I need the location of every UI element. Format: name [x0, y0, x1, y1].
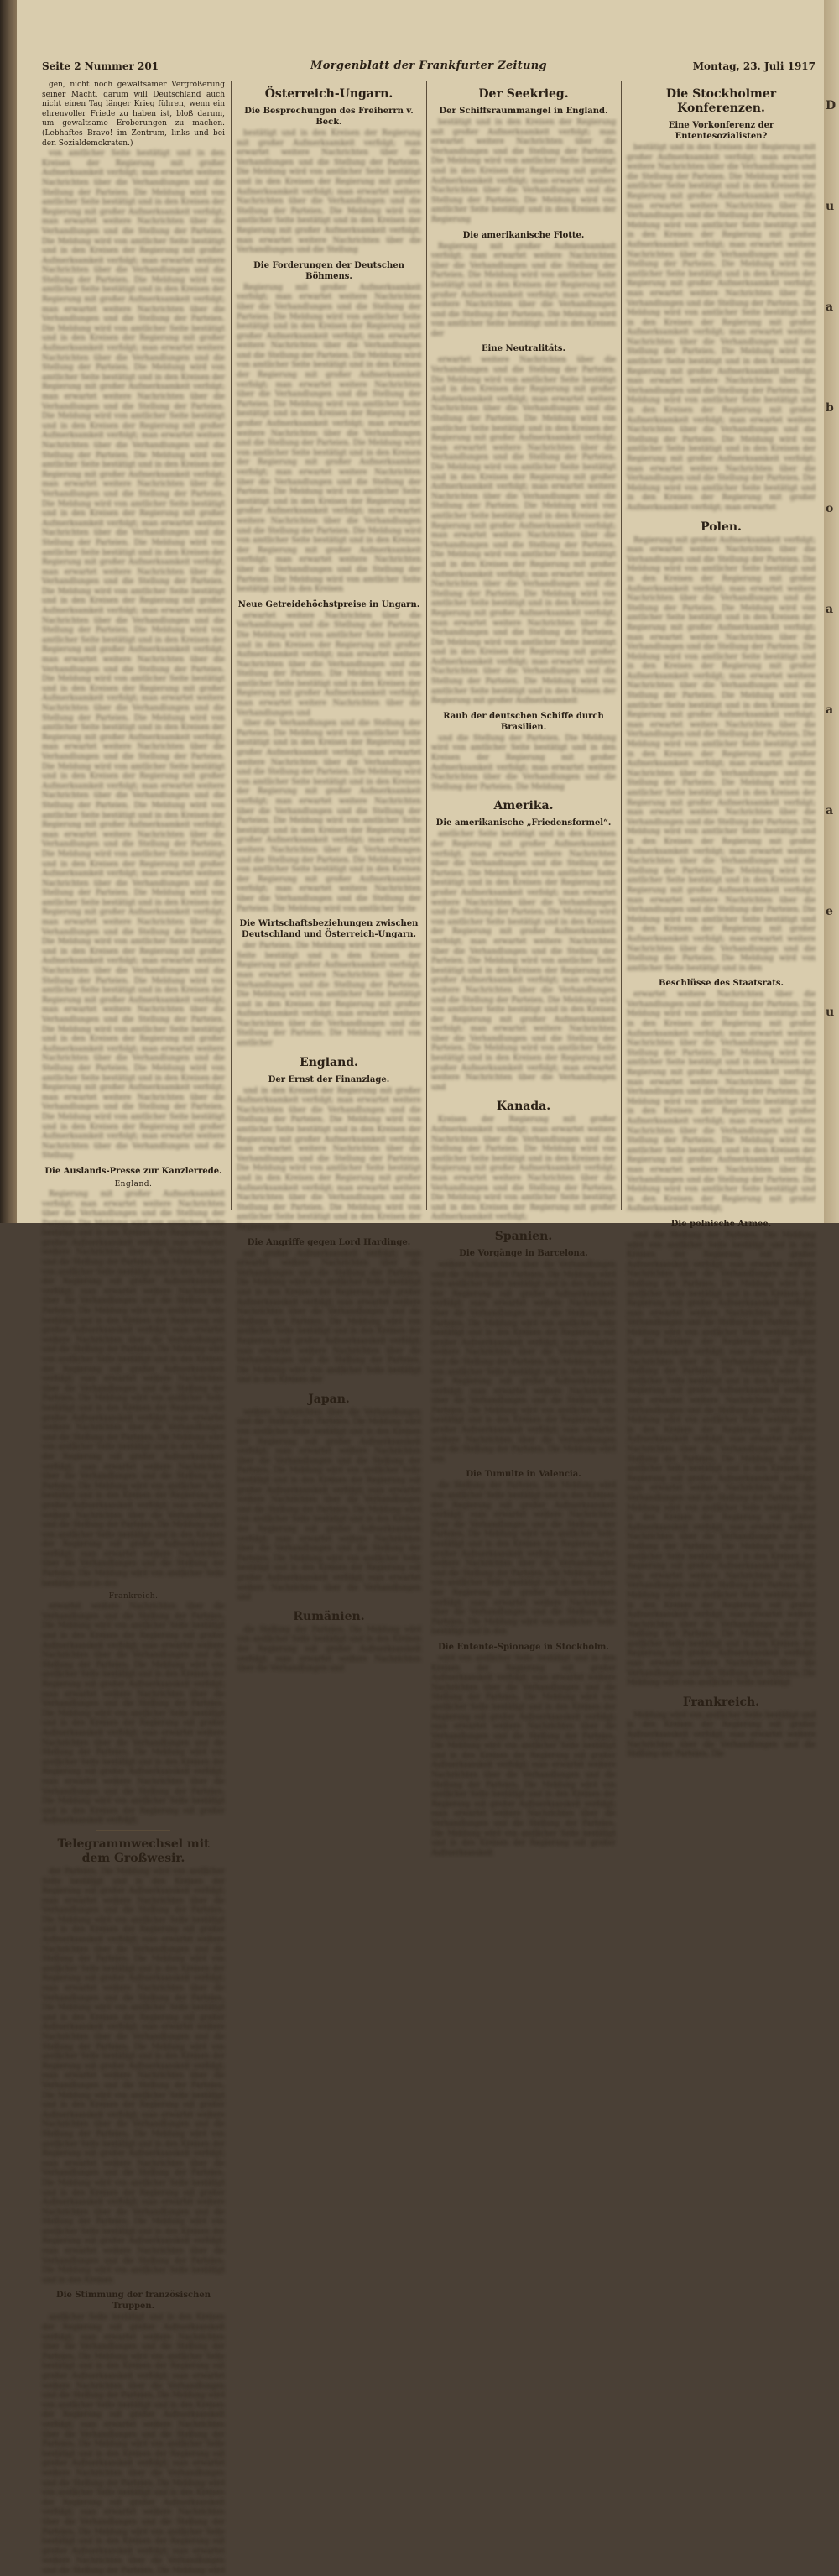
edge-letter: a: [826, 603, 834, 616]
edge-letter: e: [826, 905, 833, 918]
article-heading: Die Wirtschaftsbeziehungen zwischen Deutschland und Österreich-Ungarn.: [239, 919, 419, 940]
section-heading: Der Seekrieg.: [478, 87, 569, 101]
article-text-illegible: mit großer Aufmerksamkeit verfolgt; man erwartet weitere Nachrichten über die Verhandlungen und die Stellung der Parteien. Die Meldung wird von amtlicher Seite bestätigt und in den Kreisen der Regierung mit großer Aufmerksamkeit verfolgt; man erwartet weitere Nachrichten über die Verhandlungen und die Stellung der Parteien. Die Meldung wird von amtlicher Seite bestätigt und in den Kreisen der Regierung mit großer Aufmerksamkeit verfolgt; man erwartet weitere Nachrichten über die Verhandlungen und die Stellung der Parteien. Die Meldung wird von amtlicher Seite bestätigt und in den Kreisen der: [237, 1249, 421, 1385]
article-text-illegible: von amtlicher Seite bestätigt und in den Kreisen der Regierung mit großer Aufmerksamkeit verfolgt; man erwartet weitere Nachrichten über die Verhandlungen und die Stellung der Parteien. Die Meldung wird von amtlicher Seite bestätigt und in den Kreisen der Regierung mit großer Aufmerksamkeit verfolgt; man erwartet weitere Nachrichten über die Verhandlungen und die Stellung der Parteien. Die Meldung wird von amtlicher Seite bestätigt und in den Kreisen der Regierung mit großer Aufmerksamkeit verfolgt; man erwartet weitere Nachrichten über die Verhandlungen und die Stellung der Parteien. Die Meldung wird von amtlicher Seite bestätigt und in den Kreisen der Regierung mit großer Aufmerksamkeit verfolgt; man erwartet weitere Nachrichten über die Verhandlungen und die Stellung der Parteien. Die Meldung wird von amtlicher Seite bestätigt und in den Kreisen der Regierung mit großer Aufmerksamkeit verfolgt; man erwartet weitere Nachrichten über die Verhandlungen und die Stellung der Parteien. Die Meldung wird von amtlicher Seite bestätigt und in den Kreisen der Regierung mit großer Aufmerksamkeit verfolgt; man erwartet weitere Nachrichten über die Verhandlungen und die Stellung der Parteien. Die Meldung wird von amtlicher Seite bestätigt und in den Kreisen der Regierung mit großer Aufmerksamkeit verfolgt; man erwartet weitere Nachrichten über die Verhandlungen und die Stellung der Parteien. Die Meldung wird von amtlicher Seite bestätigt und in den Kreisen der Regierung mit großer Aufmerksamkeit verfolgt; man erwartet weitere Nachrichten über die Verhandlungen und die Stellung der Parteien. Die Meldung wird von amtlicher Seite bestätigt und in den Kreisen der Regierung mit großer Aufmerksamkeit verfolgt; man erwartet weitere Nachrichten über die Verhandlungen und die Stellung der Parteien. Die Meldung wird von amtlicher Seite bestätigt und in den Kreisen der Regierung mit großer Aufmerksamkeit verfolgt; man erwartet weitere Nachrichten über die Verhandlungen und die Stellung der Parteien. Die Meldung wird von amtlicher Seite bestätigt und in den Kreisen der Regierung mit großer Aufmerksamkeit verfolgt; man erwartet weitere Nachrichten über die Verhandlungen und die Stellung der Parteien. Die Meldung wird von amtlicher Seite bestätigt und in den Kreisen der Regierung mit großer Aufmerksamkeit verfolgt; man erwartet weitere Nachrichten über die Verhandlungen und die Stellung der Parteien. Die Meldung wird von amtlicher Seite bestätigt und in den Kreisen der Regierung mit großer Aufmerksamkeit verfolgt; man erwartet weitere Nachrichten über die Verhandlungen und die Stellung der Parteien. Die Meldung wird von amtlicher Seite bestätigt und in den Kreisen der Regierung mit großer Aufmerksamkeit verfolgt; man erwartet weitere Nachrichten über die Verhandlungen und die Stellung der Parteien. Die Meldung wird von amtlicher Seite bestätigt und in den Kreisen der Regierung mit großer Aufmerksamkeit verfolgt; man erwartet weitere Nachrichten über die Verhandlungen und die Stellung der Parteien. Die Meldung wird von amtlicher Seite bestätigt und in den Kreisen der Regierung mit großer Aufmerksamkeit verfolgt; man erwartet weitere Nachrichten über die Verhandlungen und die Stellung der Parteien. Die Meldung wird von amtlicher Seite bestätigt und in den Kreisen der Regierung mit großer Aufmerksamkeit verfolgt; man erwartet weitere Nachrichten über die Verhandlungen und die Stellung der Parteien. Die Meldung wird von amtlicher Seite bestätigt und in den Kreisen der Regierung mit großer Aufmerksamkeit verfolgt; man erwartet weitere Nachrichten über die Verhandlungen und die Stellung der Parteien. Die Meldung wird von amtlicher Seite bestätigt und in den Kreisen der Regierung mit großer Aufmerksamkeit verfolgt; man erwartet weitere Nachrichten über die Verhandlungen und die Stellung der Parteien. Die Meldung wird von amtlicher Seite bestätigt und in den Kreisen der Regierung mit großer Aufmerksamkeit verfolgt; man erwartet weitere Nachrichten über die Verhandlungen und die Stellung der Parteien. Die Meldung wird von amtlicher Seite bestätigt und in den Kreisen der Regierung mit großer Aufmerksamkeit verfolgt; man erwartet weitere Nachrichten über die Verhandlungen und die Stellung der Parteien. Die Meldung wird von amtlicher Seite bestätigt und in den Kreisen der Regierung mit großer Aufmerksamkeit verfolgt; man erwartet weitere Nachrichten über die Verhandlungen und die Stellung der Parteien. Die Meldung wird von amtlicher Seite bestätigt und in den Kreisen der Regierung mit großer Aufmerksamkeit verfolgt; man erwartet weitere Nachrichten über die Verhandlungen und die Stellung: [42, 149, 225, 1161]
column-1: [42, 81, 225, 2575]
section-heading: Japan.: [308, 1392, 350, 1406]
article-text-illegible: wird von amtlicher Seite bestätigt und in den Kreisen der Regierung mit großer Aufmerksamkeit verfolgt; man erwartet weitere Nachrichten über die Verhandlungen und die Stellung der Parteien. Die Meldung wird von amtlicher Seite bestätigt und in den Kreisen der Regierung mit großer Aufmerksamkeit verfolgt; man erwartet weitere Nachrichten über die Verhandlungen und die Stellung der Parteien. Die Meldung wird von amtlicher Seite bestätigt und in den Kreisen der Regierung mit großer Aufmerksamkeit verfolgt; man erwartet weitere Nachrichten über die Verhandlungen und die Stellung der Parteien. Die Meldung wird von amtlicher Seite bestätigt und in den Kreisen der Regierung mit großer Aufmerksamkeit verfolgt; man erwartet weitere Nachrichten über die Verhandlungen und die Stellung der Parteien. Die Meldung wird von amtlicher Seite bestätigt und in den Kreisen der Regierung mit großer Aufmerksamkeit: [431, 1654, 616, 1858]
article-text-illegible: bestätigt und in den Kreisen der Regierung mit großer Aufmerksamkeit verfolgt; man erwartet weitere Nachrichten über die Verhandlungen und die Stellung der Parteien. Die Meldung wird von amtlicher Seite bestätigt und in den Kreisen der Regierung mit großer Aufmerksamkeit verfolgt; man erwartet weitere Nachrichten über die Verhandlungen und die Stellung der Parteien. Die Meldung wird von amtlicher Seite bestätigt und in den Kreisen der Regierung mit großer Aufmerksamkeit verfolgt; man erwartet weitere Nachrichten über die Verhandlungen und die Stellung der Parteien. Die Meldung wird von amtlicher Seite bestätigt und in den Kreisen der Regierung mit großer Aufmerksamkeit verfolgt; man erwartet weitere Nachrichten über die Verhandlungen und die Stellung der Parteien. Die Meldung wird von amtlicher Seite bestätigt und in den Kreisen der Regierung mit großer Aufmerksamkeit verfolgt; man erwartet weitere Nachrichten über die Verhandlungen und die Stellung der Parteien. Die Meldung wird von amtlicher Seite bestätigt und in den Kreisen der Regierung mit großer Aufmerksamkeit verfolgt; man erwartet weitere Nachrichten über die Verhandlungen und die Stellung der Parteien. Die Meldung wird von amtlicher Seite bestätigt und in den Kreisen der Regierung mit großer Aufmerksamkeit verfolgt; man erwartet weitere Nachrichten über die Verhandlungen und die Stellung der Parteien. Die Meldung wird von amtlicher Seite bestätigt und in den Kreisen der Regierung mit großer Aufmerksamkeit verfolgt; man erwartet weitere Nachrichten über die Verhandlungen und die Stellung der Parteien. Die Meldung wird von amtlicher Seite bestätigt und in den Kreisen der Regierung mit großer Aufmerksamkeit verfolgt; man erwartet: [627, 144, 816, 512]
article-text-illegible: Kreisen der Regierung mit großer Aufmerksamkeit verfolgt; man erwartet weitere Nachrichten über die Verhandlungen und die Stellung der Parteien. Die Meldung wird von amtlicher Seite bestätigt und in den Kreisen der Regierung mit großer Aufmerksamkeit verfolgt; man erwartet weitere Nachrichten über die Verhandlungen und die Stellung der Parteien. Die Meldung wird von amtlicher Seite bestätigt und in den Kreisen der Regierung mit großer Aufmerksamkeit verfolgt;: [431, 1116, 616, 1222]
article-text-illegible: Regierung mit großer Aufmerksamkeit verfolgt; man erwartet weitere Nachrichten über die Verhandlungen und die Stellung der Parteien. Die Meldung wird von amtlicher Seite bestätigt und in den Kreisen der Regierung mit großer Aufmerksamkeit verfolgt; man erwartet weitere Nachrichten über die Verhandlungen und die Stellung der Parteien. Die Meldung wird von amtlicher Seite bestätigt und in den Kreisen der Regierung mit großer Aufmerksamkeit verfolgt; man erwartet weitere Nachrichten über die Verhandlungen und die Stellung der Parteien. Die Meldung wird von amtlicher Seite bestätigt und in den Kreisen der Regierung mit großer Aufmerksamkeit verfolgt; man erwartet weitere Nachrichten über die Verhandlungen und die Stellung der Parteien. Die Meldung wird von amtlicher Seite bestätigt und in den Kreisen der Regierung mit großer Aufmerksamkeit verfolgt; man erwartet weitere Nachrichten über die Verhandlungen und die Stellung der Parteien. Die Meldung wird von amtlicher Seite bestätigt und in den Kreisen der Regierung mit großer Aufmerksamkeit verfolgt; man erwartet weitere Nachrichten über die Verhandlungen und die Stellung der Parteien. Die Meldung wird von amtlicher Seite bestätigt und in den Kreisen der Regierung mit großer Aufmerksamkeit verfolgt; man erwartet weitere Nachrichten über die Verhandlungen und die Stellung der Parteien. Die Meldung wird von amtlicher Seite bestätigt und in den Kreisen: [237, 283, 421, 594]
edge-letter: u: [826, 1006, 835, 1019]
edge-letter: u: [826, 200, 835, 213]
section-heading: Die Stockholmer Konferenzen.: [665, 87, 777, 115]
article-text-illegible: Meldung wird von amtlicher Seite bestätigt und in den Kreisen der Regierung mit großer Aufmerksamkeit verfolgt; man erwartet weitere Nachrichten über die Verhandlungen und die Stellung der Parteien. Die: [627, 1711, 816, 1759]
article-heading: Neue Getreidehöchstpreise in Ungarn.: [237, 599, 420, 609]
edge-letter: o: [826, 502, 834, 515]
article-text-illegible: die Stellung der Parteien. Die Meldung wird von amtlicher Seite bestätigt und in den Kreisen der Regierung mit großer Aufmerksamkeit verfolgt; man erwartet weitere Nachrichten über die Verhandlungen und die Stellung der Parteien. Die Meldung wird von amtlicher Seite bestätigt und in den Kreisen der Regierung mit großer Aufmerksamkeit verfolgt; man erwartet weitere Nachrichten über die Verhandlungen und die Stellung der Parteien. Die Meldung wird von amtlicher Seite bestätigt und in den Kreisen der Regierung mit großer Aufmerksamkeit verfolgt; man erwartet weitere Nachrichten über die Verhandlungen und die Stellung der Parteien. Die Meldung wird von amtlicher Seite bestätigt und in den: [431, 1481, 616, 1637]
sub-heading: England.: [114, 1179, 153, 1189]
section-heading: Rumänien.: [293, 1609, 365, 1623]
article-text-illegible: amtlicher Seite bestätigt und in den Kreisen der Regierung mit großer Aufmerksamkeit verfolgt; man erwartet weitere Nachrichten über die Verhandlungen und die Stellung der Parteien. Die Meldung wird von amtlicher Seite bestätigt und in den Kreisen der Regierung mit großer Aufmerksamkeit verfolgt; man erwartet weitere Nachrichten über die Verhandlungen und die Stellung der Parteien. Die Meldung wird von amtlicher Seite bestätigt und in den Kreisen der Regierung mit großer Aufmerksamkeit verfolgt; man erwartet weitere Nachrichten über die Verhandlungen und die Stellung der Parteien. Die Meldung wird von amtlicher Seite bestätigt und in den Kreisen der Regierung mit großer Aufmerksamkeit verfolgt; man erwartet weitere Nachrichten über die Verhandlungen und die Stellung der Parteien. Die Meldung wird von amtlicher Seite bestätigt und in den Kreisen der Regierung mit großer Aufmerksamkeit verfolgt; man erwartet weitere Nachrichten über die Verhandlungen und die Stellung der Parteien. Die Meldung wird von amtlicher Seite bestätigt und in den Kreisen der Regierung mit großer Aufmerksamkeit verfolgt; man erwartet weitere Nachrichten über die Verhandlungen und: [431, 830, 616, 1092]
article-text-illegible: weitere Nachrichten über die Verhandlungen und die Stellung der Parteien. Die Meldung wird von amtlicher Seite bestätigt und in den Kreisen der Regierung mit großer Aufmerksamkeit verfolgt; man erwartet weitere Nachrichten über die Verhandlungen und die Stellung der Parteien. Die Meldung wird von amtlicher Seite bestätigt und in den Kreisen der Regierung mit großer Aufmerksamkeit verfolgt; man erwartet weitere Nachrichten über die Verhandlungen und die Stellung der Parteien. Die Meldung wird von amtlicher Seite bestätigt und in den Kreisen der Regierung mit großer Aufmerksamkeit verfolgt; man erwartet weitere Nachrichten über die Verhandlungen und die Stellung der Parteien. Die Meldung wird von amtlicher Seite bestätigt und in den Kreisen der Regierung mit großer Aufmerksamkeit verfolgt; man erwartet weitere Nachrichten über die Verhandlungen und die Stellung der Parteien. Die Meldung wird von: [431, 1260, 616, 1464]
article-text-illegible: bestätigt und in den Kreisen der Regierung mit großer Aufmerksamkeit verfolgt; man erwartet weitere Nachrichten über die Verhandlungen und die Stellung der Parteien. Die Meldung wird von amtlicher Seite bestätigt und in den Kreisen der Regierung mit großer Aufmerksamkeit verfolgt; man erwartet weitere Nachrichten über die Verhandlungen und die Stellung der Parteien. Die Meldung wird von amtlicher Seite bestätigt und in den Kreisen der Regierung mit großer Aufmerksamkeit verfolgt; man erwartet weitere Nachrichten über die Verhandlungen und die Stellung: [237, 129, 421, 255]
article-text-illegible: erwartet weitere Nachrichten über die Verhandlungen und die Stellung der Parteien. Die Meldung wird von amtlicher Seite bestätigt und in den Kreisen der Regierung mit großer Aufmerksamkeit verfolgt; man erwartet weitere Nachrichten über die Verhandlungen und die Stellung der Parteien. Die Meldung wird von amtlicher Seite bestätigt und in den Kreisen der Regierung mit großer Aufmerksamkeit verfolgt; man erwartet weitere Nachrichten über die Verhandlungen und: [237, 611, 421, 718]
article-heading: Der Ernst der Finanzlage.: [268, 1074, 390, 1084]
article-text-illegible: erwartet weitere Nachrichten über die Verhandlungen und die Stellung der Parteien. Die Meldung wird von amtlicher Seite bestätigt und in den Kreisen der Regierung mit großer Aufmerksamkeit verfolgt; man erwartet weitere Nachrichten über die Verhandlungen und die Stellung der Parteien. Die Meldung wird von amtlicher Seite bestätigt und in den Kreisen der Regierung mit großer Aufmerksamkeit verfolgt; man erwartet weitere Nachrichten über die Verhandlungen und die Stellung der Parteien. Die Meldung wird von amtlicher Seite bestätigt und in den Kreisen der Regierung mit großer Aufmerksamkeit verfolgt; man erwartet weitere Nachrichten über die Verhandlungen und die Stellung der Parteien. Die Meldung wird von amtlicher Seite bestätigt und in den Kreisen der Regierung mit großer Aufmerksamkeit verfolgt; man erwartet weitere Nachrichten über die Verhandlungen und die Stellung der Parteien. Die Meldung wird von amtlicher Seite bestätigt und in den Kreisen der Regierung mit großer Aufmerksamkeit verfolgt;: [42, 1602, 225, 1826]
article-heading: Die Forderungen der Deutschen Böhmens.: [253, 260, 404, 281]
article-text-illegible: erwartet weitere Nachrichten über die Verhandlungen und die Stellung der Parteien. Die Meldung wird von amtlicher Seite bestätigt und in den Kreisen der Regierung mit großer Aufmerksamkeit verfolgt; man erwartet weitere Nachrichten über die Verhandlungen und die Stellung der Parteien. Die Meldung wird von amtlicher Seite bestätigt und in den Kreisen der Regierung mit großer Aufmerksamkeit verfolgt; man erwartet weitere Nachrichten über die Verhandlungen und die Stellung der Parteien. Die Meldung wird von amtlicher Seite bestätigt und in den Kreisen der Regierung mit großer Aufmerksamkeit verfolgt; man erwartet weitere Nachrichten über die Verhandlungen und die Stellung der Parteien. Die Meldung wird von amtlicher Seite bestätigt und in den Kreisen der Regierung mit großer Aufmerksamkeit verfolgt; man erwartet weitere Nachrichten über die Verhandlungen und die Stellung der Parteien. Die Meldung wird von amtlicher Seite bestätigt und in den Kreisen der Regierung mit großer Aufmerksamkeit verfolgt; man erwartet weitere Nachrichten über die Verhandlungen und die Stellung der Parteien. Die Meldung wird von amtlicher Seite bestätigt und in den Kreisen der Regierung mit großer Aufmerksamkeit verfolgt; man erwartet weitere Nachrichten über die Verhandlungen und die Stellung der Parteien. Die Meldung wird von amtlicher Seite bestätigt und in den Kreisen der Regierung mit großer Aufmerksamkeit verfolgt; man erwartet weitere Nachrichten über die Verhandlungen und die Stellung der Parteien. Die Meldung wird von amtlicher Seite bestätigt und in den Kreisen der Regierung mit großer Aufmerksamkeit: [431, 356, 616, 706]
section-divider: [96, 1830, 169, 1831]
article-text-illegible: und die Stellung der Parteien. Die Meldung wird von amtlicher Seite bestätigt und in den Kreisen der Regierung mit großer Aufmerksamkeit verfolgt; man erwartet weitere Nachrichten über die Verhandlungen und die Stellung der Parteien. Die Meldung wird von amtlicher Seite bestätigt und in den Kreisen der Regierung mit großer Aufmerksamkeit verfolgt; man erwartet weitere Nachrichten über die Verhandlungen und die Stellung der Parteien. Die Meldung wird von amtlicher Seite bestätigt und in den Kreisen der Regierung mit großer Aufmerksamkeit verfolgt; man erwartet weitere Nachrichten über die Verhandlungen und die Stellung der Parteien. Die Meldung wird von amtlicher Seite bestätigt und in den Kreisen der Regierung mit großer Aufmerksamkeit verfolgt; man erwartet weitere Nachrichten über die Verhandlungen und die Stellung der Parteien. Die Meldung wird von amtlicher Seite bestätigt und in den Kreisen der Regierung mit großer Aufmerksamkeit verfolgt; man erwartet weitere Nachrichten über die Verhandlungen und die Stellung der Parteien. Die Meldung wird von amtlicher Seite bestätigt und in den Kreisen der Regierung mit großer Aufmerksamkeit verfolgt; man erwartet weitere Nachrichten über die Verhandlungen und die Stellung der Parteien. Die Meldung wird von amtlicher Seite bestätigt und in den Kreisen der Regierung mit großer Aufmerksamkeit verfolgt; man erwartet weitere Nachrichten über die Verhandlungen und die Stellung der Parteien. Die Meldung wird von amtlicher Seite bestätigt und in den Kreisen der Regierung mit großer Aufmerksamkeit verfolgt; man erwartet weitere Nachrichten über die Verhandlungen und die Stellung der Parteien. Die Meldung wird von amtlicher Seite bestätigt und in den Kreisen der Regierung mit großer Aufmerksamkeit verfolgt; man erwartet weitere Nachrichten über die Verhandlungen und die Stellung der Parteien. Die Meldung wird von amtlicher Seite bestätigt und in den Kreisen der Regierung mit großer Aufmerksamkeit verfolgt; man erwartet weitere Nachrichten über die Verhandlungen und die Stellung der Parteien. Die Meldung wird von amtlicher Seite bestätigt: [627, 1231, 816, 1688]
column-rule: [231, 81, 232, 1210]
article-text-illegible: Regierung mit großer Aufmerksamkeit verfolgt; man erwartet weitere Nachrichten über die Verhandlungen und die Stellung der Parteien. Die Meldung wird von amtlicher Seite bestätigt und in den Kreisen der Regierung mit großer Aufmerksamkeit verfolgt; man erwartet weitere Nachrichten über die Verhandlungen und die Stellung der Parteien. Die Meldung wird von amtlicher Seite bestätigt und in den Kreisen der Regierung mit großer Aufmerksamkeit verfolgt; man erwartet weitere Nachrichten über die Verhandlungen und die Stellung der Parteien. Die Meldung wird von amtlicher Seite bestätigt und in den Kreisen der Regierung mit großer Aufmerksamkeit verfolgt; man erwartet weitere Nachrichten über die Verhandlungen und die Stellung der Parteien. Die Meldung wird von amtlicher Seite bestätigt und in den Kreisen der Regierung mit großer Aufmerksamkeit verfolgt; man erwartet weitere Nachrichten über die Verhandlungen und die Stellung der Parteien. Die Meldung wird von amtlicher Seite bestätigt und in den Kreisen der Regierung mit großer Aufmerksamkeit verfolgt; man erwartet weitere Nachrichten über die Verhandlungen und die Stellung der Parteien. Die Meldung wird von amtlicher Seite bestätigt und in den Kreisen der Regierung mit großer Aufmerksamkeit verfolgt; man erwartet weitere Nachrichten über die Verhandlungen und die Stellung der Parteien. Die Meldung wird von amtlicher Seite bestätigt und in den Kreisen der Regierung mit großer Aufmerksamkeit verfolgt; man erwartet weitere Nachrichten über die Verhandlungen und die Stellung der Parteien. Die Meldung wird von amtlicher Seite bestätigt und in den Kreisen der Regierung mit großer Aufmerksamkeit verfolgt; man erwartet weitere Nachrichten über die Verhandlungen und die Stellung der Parteien. Die Meldung wird von amtlicher Seite bestätigt und in den: [42, 1189, 225, 1588]
article-text-illegible: Regierung mit großer Aufmerksamkeit verfolgt; man erwartet weitere Nachrichten über die Verhandlungen und die Stellung der Parteien. Die Meldung wird von amtlicher Seite bestätigt und in den Kreisen der Regierung mit großer Aufmerksamkeit verfolgt; man erwartet weitere Nachrichten über die Verhandlungen und die Stellung der Parteien. Die Meldung wird von amtlicher Seite bestätigt und in den Kreisen der Regierung mit großer Aufmerksamkeit verfolgt; man erwartet weitere Nachrichten über die Verhandlungen und die Stellung der Parteien. Die Meldung wird von amtlicher Seite bestätigt und in den Kreisen der Regierung mit großer Aufmerksamkeit verfolgt; man erwartet weitere Nachrichten über die Verhandlungen und die Stellung der Parteien. Die Meldung wird von amtlicher Seite bestätigt und in den Kreisen der Regierung mit großer Aufmerksamkeit verfolgt; man erwartet weitere Nachrichten über die Verhandlungen und die Stellung der Parteien. Die Meldung wird von amtlicher Seite bestätigt und in den Kreisen der Regierung mit großer Aufmerksamkeit verfolgt; man erwartet weitere Nachrichten über die Verhandlungen und die Stellung der Parteien. Die Meldung wird von amtlicher Seite bestätigt und in den Kreisen der Regierung mit großer Aufmerksamkeit verfolgt; man erwartet weitere Nachrichten über die Verhandlungen und die Stellung der Parteien. Die Meldung wird von amtlicher Seite bestätigt und in den Kreisen der Regierung mit großer Aufmerksamkeit verfolgt; man erwartet weitere Nachrichten über die Verhandlungen und die Stellung der Parteien. Die Meldung wird von amtlicher Seite bestätigt und in den Kreisen der Regierung mit großer Aufmerksamkeit verfolgt; man erwartet weitere Nachrichten über die Verhandlungen und die Stellung der Parteien. Die Meldung wird von amtlicher Seite bestätigt und in den Kreisen der Regierung mit großer Aufmerksamkeit verfolgt; man erwartet weitere Nachrichten über die Verhandlungen und die Stellung der Parteien. Die Meldung wird von amtlicher Seite bestätigt und in den: [627, 536, 816, 973]
article-heading: Eine Neutralitäts.: [481, 344, 566, 354]
section-heading: Österreich-Ungarn.: [264, 87, 393, 101]
article-text-illegible: über die Verhandlungen und die Stellung der Parteien. Die Meldung wird von amtlicher Seite bestätigt und in den Kreisen der Regierung mit großer Aufmerksamkeit verfolgt; man erwartet weitere Nachrichten über die Verhandlungen und die Stellung der Parteien. Die Meldung wird von amtlicher Seite bestätigt und in den Kreisen der Regierung mit großer Aufmerksamkeit verfolgt; man erwartet weitere Nachrichten über die Verhandlungen und die Stellung der Parteien. Die Meldung wird von amtlicher Seite bestätigt und in den Kreisen der Regierung mit großer Aufmerksamkeit verfolgt; man erwartet weitere Nachrichten über die Verhandlungen und die Stellung der Parteien. Die Meldung wird von amtlicher Seite bestätigt und in den Kreisen der Regierung mit großer Aufmerksamkeit verfolgt; man erwartet weitere Nachrichten über die Verhandlungen und die Stellung der Parteien. Die Meldung wird von amtlicher Seite: [237, 719, 421, 913]
article-heading: Die amerikanische „Friedensformel“.: [435, 818, 612, 828]
masthead: [42, 59, 816, 76]
page-number: Seite 2 Nummer 201: [42, 60, 159, 72]
book-spine: [0, 0, 17, 1223]
section-heading: Kanada.: [496, 1100, 551, 1114]
article-text-illegible: amtlicher Seite bestätigt und in den Kreisen der Regierung mit großer Aufmerksamkeit verfolgt; man erwartet weitere Nachrichten über die Verhandlungen und die Stellung der Parteien. Die Meldung wird von amtlicher Seite bestätigt und in den Kreisen der Regierung mit großer Aufmerksamkeit verfolgt; man erwartet weitere Nachrichten über die Verhandlungen und die Stellung der Parteien. Die Meldung wird von amtlicher Seite bestätigt und in den Kreisen der Regierung mit großer Aufmerksamkeit verfolgt; man erwartet weitere Nachrichten über die Verhandlungen und die Stellung der Parteien. Die Meldung wird von amtlicher Seite bestätigt und in den Kreisen der Regierung mit großer Aufmerksamkeit verfolgt; man erwartet weitere Nachrichten über die Verhandlungen und die Stellung der Parteien. Die Meldung wird von amtlicher Seite bestätigt und in den Kreisen der Regierung mit großer Aufmerksamkeit verfolgt; man erwartet weitere Nachrichten über die Verhandlungen und die Stellung der Parteien. Die Meldung wird von amtlicher Seite bestätigt und in den Kreisen der Regierung mit großer Aufmerksamkeit verfolgt; man erwartet weitere Nachrichten über die Verhandlungen und die Stellung der Parteien. Die Meldung wird: [42, 2313, 225, 2575]
section-heading: Amerika.: [493, 799, 554, 813]
article-heading: Die Angriffe gegen Lord Hardinge.: [247, 1237, 411, 1247]
edge-letter: D: [826, 99, 836, 112]
article-text-illegible: bestätigt und in den Kreisen der Regierung mit großer Aufmerksamkeit verfolgt; man erwartet weitere Nachrichten über die Verhandlungen und die Stellung der Parteien. Die Meldung wird von amtlicher Seite bestätigt und in den Kreisen der Regierung mit großer Aufmerksamkeit verfolgt; man erwartet weitere Nachrichten über die Verhandlungen und die Stellung der Parteien. Die Meldung wird von amtlicher Seite bestätigt und in den Kreisen der Regierung: [431, 118, 616, 224]
edge-letter: b: [826, 401, 834, 415]
article-heading: Die Stimmung der französischen Truppen.: [56, 2291, 211, 2312]
facing-page-edge: [824, 0, 839, 1223]
issue-date: Montag, 23. Juli 1917: [692, 60, 816, 72]
section-heading: England.: [300, 1055, 358, 1069]
article-text-illegible: weitere Nachrichten über die Verhandlungen und die Stellung der Parteien. Die Meldung wird von amtlicher Seite bestätigt und in den Kreisen der Regierung mit großer Aufmerksamkeit verfolgt; man erwartet weitere Nachrichten über die Verhandlungen und die Stellung der Parteien. Die Meldung wird von amtlicher Seite bestätigt und in den Kreisen der Regierung mit großer Aufmerksamkeit verfolgt; man erwartet weitere Nachrichten über die Verhandlungen und die Stellung der Parteien. Die Meldung wird von amtlicher Seite bestätigt und in den Kreisen der Regierung mit großer Aufmerksamkeit verfolgt; man erwartet weitere Nachrichten über die Verhandlungen und die Stellung der Parteien. Die Meldung wird von amtlicher Seite bestätigt und in den Kreisen der Regierung mit großer Aufmerksamkeit verfolgt; man erwartet weitere Nachrichten über die Verhandlungen und: [237, 1408, 421, 1602]
article-text: gen, nicht noch gewaltsamer Vergrößerung seiner Macht, darum will Deutschland auch nicht einen Tag länger Krieg führen, wenn ein ehrenvoller Friede zu haben ist, bloß darum, um gewaltsame Eroberungen zu machen. (Lebhaftes Bravo! im Zentrum, links und bei den Sozialdemokraten.): [42, 81, 225, 148]
column-4: [627, 81, 816, 1759]
article-text-illegible: Regierung mit großer Aufmerksamkeit verfolgt; man erwartet weitere Nachrichten über die Verhandlungen und die Stellung der Parteien. Die Meldung wird von amtlicher Seite bestätigt und in den Kreisen der Regierung mit großer Aufmerksamkeit verfolgt; man erwartet weitere Nachrichten über die Verhandlungen und die Stellung der Parteien. Die Meldung wird von amtlicher Seite bestätigt und in den Kreisen der: [431, 242, 616, 338]
column-rule: [426, 81, 427, 1210]
section-heading: Polen.: [701, 520, 742, 534]
section-heading: Telegrammwechsel mit dem Großwesir.: [57, 1837, 210, 1865]
article-heading: Die Vorgänge in Barcelona.: [459, 1248, 588, 1258]
article-text-illegible: und die Stellung der Parteien. Die Meldung wird von amtlicher Seite bestätigt und in den Kreisen der Regierung mit großer Aufmerksamkeit verfolgt; man erwartet weitere Nachrichten über die Verhandlungen und die Stellung der Parteien. Die Meldung: [431, 734, 616, 792]
edge-letter: a: [826, 300, 834, 314]
column-3: [431, 81, 616, 1858]
edge-letter: a: [826, 804, 834, 818]
article-heading: Der Schiffsraummangel in England.: [439, 107, 608, 116]
article-text-illegible: die Stellung der Parteien. Die Meldung wird von amtlicher Seite bestätigt und in den Kreisen der Regierung mit großer Aufmerksamkeit verfolgt; man erwartet weitere Nachrichten über die Verhandlungen und: [237, 1625, 421, 1674]
article-text-illegible: der Parteien. Die Meldung wird von amtlicher Seite bestätigt und in den Kreisen der Regierung mit großer Aufmerksamkeit verfolgt; man erwartet weitere Nachrichten über die Verhandlungen und die Stellung der Parteien. Die Meldung wird von amtlicher Seite bestätigt und in den Kreisen der Regierung mit großer Aufmerksamkeit verfolgt; man erwartet weitere Nachrichten über die Verhandlungen und die Stellung der Parteien. Die Meldung wird von amtlicher Seite bestätigt und in den Kreisen der Regierung mit großer Aufmerksamkeit verfolgt; man erwartet weitere Nachrichten über die Verhandlungen und die Stellung der Parteien. Die Meldung wird von amtlicher Seite bestätigt und in den Kreisen der Regierung mit großer Aufmerksamkeit verfolgt; man erwartet weitere Nachrichten über die Verhandlungen und die Stellung der Parteien. Die Meldung wird von amtlicher Seite bestätigt und in den Kreisen der Regierung mit großer Aufmerksamkeit verfolgt; man erwartet weitere Nachrichten über die Verhandlungen und die Stellung der Parteien. Die Meldung wird von amtlicher Seite bestätigt und in den Kreisen der Regierung mit großer Aufmerksamkeit verfolgt; man erwartet weitere Nachrichten über die Verhandlungen und die Stellung der Parteien. Die Meldung wird von amtlicher Seite bestätigt und in den Kreisen der Regierung mit großer Aufmerksamkeit verfolgt; man erwartet weitere Nachrichten über die Verhandlungen und die Stellung der Parteien. Die Meldung wird von amtlicher Seite bestätigt und in den Kreisen der Regierung mit großer Aufmerksamkeit verfolgt; man erwartet weitere Nachrichten über die Verhandlungen und die Stellung der Parteien. Die Meldung wird von amtlicher Seite bestätigt und in den Kreisen der Regierung mit großer Aufmerksamkeit verfolgt; man erwartet weitere Nachrichten über die Verhandlungen und die Stellung der Parteien. Die Meldung wird von amtlicher Seite bestätigt und in den Kreisen: [42, 1867, 225, 2285]
article-heading: Eine Vorkonferenz der Ententesozialisten?: [668, 121, 774, 141]
article-heading: Raub der deutschen Schiffe durch Brasilien.: [443, 711, 604, 732]
article-text-illegible: erwartet weitere Nachrichten über die Verhandlungen und die Stellung der Parteien. Die Meldung wird von amtlicher Seite bestätigt und in den Kreisen der Regierung mit großer Aufmerksamkeit verfolgt; man erwartet weitere Nachrichten über die Verhandlungen und die Stellung der Parteien. Die Meldung wird von amtlicher Seite bestätigt und in den Kreisen der Regierung mit großer Aufmerksamkeit verfolgt; man erwartet weitere Nachrichten über die Verhandlungen und die Stellung der Parteien. Die Meldung wird von amtlicher Seite bestätigt und in den Kreisen der Regierung mit großer Aufmerksamkeit verfolgt; man erwartet weitere Nachrichten über die Verhandlungen und die Stellung der Parteien. Die Meldung wird von amtlicher Seite bestätigt und in den Kreisen der Regierung mit großer Aufmerksamkeit verfolgt; man erwartet weitere Nachrichten über die Verhandlungen und die Stellung der Parteien. Die Meldung wird von amtlicher Seite bestätigt und in den Kreisen der Regierung mit großer Aufmerksamkeit verfolgt;: [627, 990, 816, 1214]
article-heading: Beschlüsse des Staatsrats.: [659, 979, 784, 989]
section-heading: Spanien.: [494, 1229, 553, 1243]
article-heading: Die Tumulte in Valencia.: [466, 1470, 581, 1480]
column-rule: [621, 81, 622, 1210]
article-text-illegible: der Parteien. Die Meldung wird von amtlicher Seite bestätigt und in den Kreisen der Regierung mit großer Aufmerksamkeit verfolgt; man erwartet weitere Nachrichten über die Verhandlungen und die Stellung der Parteien. Die Meldung wird von amtlicher Seite bestätigt und in den Kreisen der Regierung mit großer Aufmerksamkeit verfolgt; man erwartet weitere Nachrichten über die Verhandlungen und die Stellung der Parteien. Die Meldung wird von amtlicher: [237, 942, 421, 1048]
newspaper-page: [17, 0, 824, 2575]
article-heading: Die amerikanische Flotte.: [462, 230, 585, 240]
article-heading: Die polnische Armee.: [670, 1219, 772, 1229]
sub-heading: Frankreich.: [108, 1592, 159, 1602]
section-heading: Frankreich.: [682, 1695, 760, 1709]
article-heading: Die Besprechungen des Freiherrn v. Beck.: [244, 107, 414, 127]
column-2: [237, 81, 421, 1674]
article-heading: Die Entente-Spionage in Stockholm.: [438, 1642, 609, 1652]
article-text-illegible: und in den Kreisen der Regierung mit großer Aufmerksamkeit verfolgt; man erwartet weitere Nachrichten über die Verhandlungen und die Stellung der Parteien. Die Meldung wird von amtlicher Seite bestätigt und in den Kreisen der Regierung mit großer Aufmerksamkeit verfolgt; man erwartet weitere Nachrichten über die Verhandlungen und die Stellung der Parteien. Die Meldung wird von amtlicher Seite bestätigt und in den Kreisen der Regierung mit großer Aufmerksamkeit verfolgt; man erwartet weitere Nachrichten über die Verhandlungen und die Stellung der Parteien. Die Meldung wird von amtlicher Seite bestätigt und in den Kreisen der Regierung mit: [237, 1086, 421, 1231]
edge-letter: a: [826, 703, 834, 717]
article-heading: Die Auslands-Presse zur Kanzlerrede.: [44, 1166, 222, 1176]
newspaper-title: Morgenblatt der Frankfurter Zeitung: [310, 60, 547, 72]
